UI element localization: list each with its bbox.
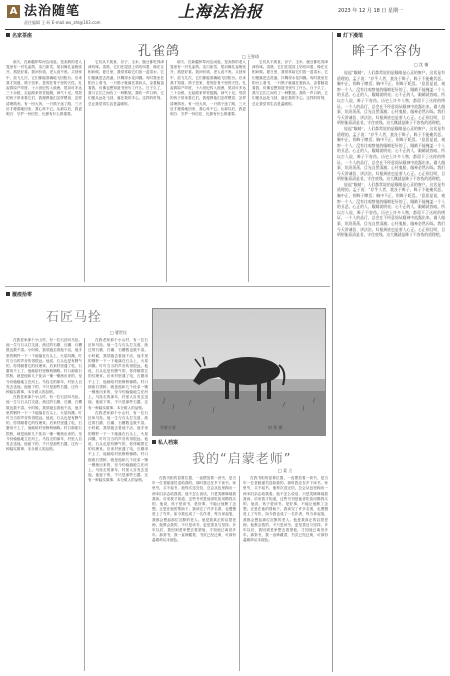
section-divider [5,286,330,287]
right-section-tag: 灯下漫笔 [337,33,363,39]
col1-section-tag: 名家茶座 [6,33,32,39]
essay3-body: 在我书柜的显要位置，一直摆放着一套书，是当年一位老邮递员送给我的。那时我还在乡下读书，家里穷，买不起书，他每次送完信，总会从包里掏出一两本旧杂志给我看。他不怎么说话，只是笑眯眯地看我读。后来我才知道，这些书刊是他省吃俭用攒钱买的，他说，孩子爱读书，是好事，不能让他断了念想。正是在他的帮助下，我读完了许多名著，也慢慢爱上了写作。如今我也成了一名作者，每当拿起笔，我都会想起那位沉默的老人。他是我真正的启蒙老师，他教会我的，不只是读书，更是善良与坚持。多年以后，我回到老家想去看望他，才知他已离世多年。那套书，我一直珍藏着，书页已经泛黄，可那份温暖却从未褪色。 [152,476,236,543]
essay3-section-tag: 私人档案 [152,440,178,446]
divider [166,60,167,282]
col1-body-2: 它们从不挑食，谷子、玉米、豌豆都吃得津津有味。清晨，它们在屋顶上咕咕叫着，像在互相问候。夏日里，我常常给它们放一盆清水，它们便跳进去洗澡，扑腾得水花四溅。有时我坐在阳台上看书，一只鸽子就落在我肩头，歪着脑袋看我，仿佛也想知道书里写了什么。日子久了，我与它们之间有了一种默契。我吹一声口哨，它们便从远处飞回，落在我的手心。这样的时刻，总让我觉得生活是温暖的。 [88,60,164,106]
essay2-title: 石匠马拴 [46,310,103,325]
essay2-author: □ 曹世民 [110,330,128,335]
divider [248,60,249,282]
right-title: 眸子不容伪 [352,44,423,59]
cow-grazing-photo [153,309,325,435]
col1-body-3: 那天，在新疆伊犁河边闲逛，见卖鸽的老人笼里有一对孔雀鸽，洁白如雪，尾羽像孔雀般张开，煞是好看。我问价钱，老人说不贵。买回家中，放飞几次，它们都能准确地飞回阳台。后来我才知道，鸽子恋家，是刻在骨子里的天性。孔雀鸽原产印度，十六世纪传入欧洲，尾羽可多达三十余根，走起路来昂首挺胸，神气十足。邻居的孩子常来看它们，我便教他们怎样喂食、怎样清理鸽舍。有一回大风，一只鸽子迷了路，三天后才瘦弱地回来，我心疼不已。从那以后，我更明白：守护一份信任，比拥有什么都重要。 [170,60,246,117]
page-letter-badge: A [7,5,20,18]
essay2-section-tag: 履痕拾零 [6,292,32,298]
photo-credit: 何 伟 摄 [268,425,283,430]
section-title: 法治随笔 [24,4,81,19]
photo-caption: 乡野小景 [160,425,176,430]
right-column-divider [332,32,333,672]
essay3-body-2: 在我书柜的显要位置，一直摆放着一套书，是当年一位老邮递员送给我的。那时我还在乡下读书，家里穷，买不起书，他每次送完信，总会从包里掏出一两本旧杂志给我看。他不怎么说话，只是笑眯眯地看我读。后来我才知道，这些书刊是他省吃俭用攒钱买的，他说，孩子爱读书，是好事，不能让他断了念想。正是在他的帮助下，我读完了许多名著，也慢慢爱上了写作。如今我也成了一名作者，每当拿起笔，我都会想起那位沉默的老人。他是我真正的启蒙老师，他教会我的，不只是读书，更是善良与坚持。多年以后，我回到老家想去看望他，才知他已离世多年。那套书，我一直珍藏着，书页已经泛黄，可那份温暖却从未褪色。 [243,476,328,543]
right-author: □ 沈 楠 [414,62,429,67]
divider [84,338,85,671]
col1-author: □ 王智琦 [242,54,260,59]
right-body: 说起“眼睛”，人们都常说的是眼睛是心灵的窗户。这话是有道理的。孟子说：“存乎人者，莫良于眸子。眸子不能掩其恶。胸中正，则眸子瞭焉；胸中不正，则眸子眊焉。”意思是说，观察一个人，没有比观察他的眼睛更好的了。眼睛不能掩盖一个人的丑恶。心正的人，眼睛就明亮；心不正的人，眼睛就昏暗。所以古人说，眸子不容伪。历史上许多人物，都留下了这样的例证。一个人的品行，总会在不经意间从眼神中流露出来。做人做事，坦坦荡荡，目光自然清澈；心怀鬼胎，眼神必然闪烁。我们今天讲诚信、讲法治，归根到底也是要人心正。心正则目明，目明则能看清是非，守住底线。这大概就是眸子不容伪的道理吧。 说起“眼睛”，人们都常说的是眼睛是心灵的窗户。这话是有道理的。孟子说：“存乎人者，莫良于眸子。眸子不能掩其恶。胸中正，则眸子瞭焉；胸中不正，则眸子眊焉。”意思是说，观察一个人，没有比观察他的眼睛更好的了。眼睛不能掩盖一个人的丑恶。心正的人，眼睛就明亮；心不正的人，眼睛就昏暗。所以古人说，眸子不容伪。历史上许多人物，都留下了这样的例证。一个人的品行，总会在不经意间从眼神中流露出来。做人做事，坦坦荡荡，目光自然清澈；心怀鬼胎，眼神必然闪烁。我们今天讲诚信、讲法治，归根到底也是要人心正。心正则目明，目明则能看清是非，守住底线。这大概就是眸子不容伪的道理吧。 说起“眼睛”，人们都常说的是眼睛是心灵的窗户。这话是有道理的。孟子说：“存乎人者，莫良于眸子。眸子不能掩其恶。胸中正，则眸子瞭焉；胸中不正，则眸子眊焉。”意思是说，观察一个人，没有比观察他的眼睛更好的了。眼睛不能掩盖一个人的丑恶。心正的人，眼睛就明亮；心不正的人，眼睛就昏暗。所以古人说，眸子不容伪。历史上许多人物，都留下了这样的例证。一个人的品行，总会在不经意间从眼神中流露出来。做人做事，坦坦荡荡，目光自然清澈；心怀鬼胎，眼神必然闪烁。我们今天讲诚信、讲法治，归根到底也是要人心正。心正则目明，目明则能看清是非，守住底线。这大概就是眸子不容伪的道理吧。 [337,70,445,238]
divider [84,60,85,282]
issue-date: 2023 年 12 月 18 日 星期一 [338,8,403,14]
header-rule [5,29,445,30]
essay2-body: 在我老家那个小山村，有一位石匠叫马拴。他一生与石头打交道，凿过的石磨、石碾、石槽数也数不清。小时候，我常跑去看他干活，他手里的钢钎一下一下地落在石头上，火星四溅，叮叮当当的声音传得很远。他说，石头也是有脾气的，你得顺着它的纹理来。后来村里通了电，石磨用不上了，他就给村里修桥铺路。村口那座石拱桥，就是他和几个徒弟一锤一锤凿出来的，至今仍稳稳地立在河上。马拴走的那年，村里人自发去送他。他留下的，不只是那些石器，还有一种踏实做事、本分做人的品格。 在我老家那个小山村，有一位石匠叫马拴。他一生与石头打交道，凿过的石磨、石碾、石槽数也数不清。小时候，我常跑去看他干活，他手里的钢钎一下一下地落在石头上，火星四溅，叮叮当当的声音传得很远。他说，石头也是有脾气的，你得顺着它的纹理来。后来村里通了电，石磨用不上了，他就给村里修桥铺路。村口那座石拱桥，就是他和几个徒弟一锤一锤凿出来的，至今仍稳稳地立在河上。马拴走的那年，村里人自发去送他。他留下的，不只是那些石器，还有一种踏实做事、本分做人的品格。 [6,338,82,452]
newspaper-logo: 上海法治报 [178,2,264,21]
essay3-title: 我的“启蒙老师” [192,452,292,467]
essay3-author: □ 姜 立 [278,468,293,473]
col1-title: 孔雀鸽 [138,44,181,59]
photo [152,308,326,436]
divider [239,476,240,671]
col1-body-4: 它们从不挑食，谷子、玉米、豌豆都吃得津津有味。清晨，它们在屋顶上咕咕叫着，像在互相问候。夏日里，我常常给它们放一盆清水，它们便跳进去洗澡，扑腾得水花四溅。有时我坐在阳台上看书，一只鸽子就落在我肩头，歪着脑袋看我，仿佛也想知道书里写了什么。日子久了，我与它们之间有了一种默契。我吹一声口哨，它们便从远处飞回，落在我的手心。这样的时刻，总让我觉得生活是温暖的。 [252,60,328,106]
editor-line: 责任编辑 王 昕 E-mail:wx_zhl@163.com [24,20,101,25]
col1-body: 那天，在新疆伊犁河边闲逛，见卖鸽的老人笼里有一对孔雀鸽，洁白如雪，尾羽像孔雀般张开，煞是好看。我问价钱，老人说不贵。买回家中，放飞几次，它们都能准确地飞回阳台。后来我才知道，鸽子恋家，是刻在骨子里的天性。孔雀鸽原产印度，十六世纪传入欧洲，尾羽可多达三十余根，走起路来昂首挺胸，神气十足。邻居的孩子常来看它们，我便教他们怎样喂食、怎样清理鸽舍。有一回大风，一只鸽子迷了路，三天后才瘦弱地回来，我心疼不已。从那以后，我更明白：守护一份信任，比拥有什么都重要。 [6,60,82,117]
essay2-body-2: 在我老家那个小山村，有一位石匠叫马拴。他一生与石头打交道，凿过的石磨、石碾、石槽数也数不清。小时候，我常跑去看他干活，他手里的钢钎一下一下地落在石头上，火星四溅，叮叮当当的声音传得很远。他说，石头也是有脾气的，你得顺着它的纹理来。后来村里通了电，石磨用不上了，他就给村里修桥铺路。村口那座石拱桥，就是他和几个徒弟一锤一锤凿出来的，至今仍稳稳地立在河上。马拴走的那年，村里人自发去送他。他留下的，不只是那些石器，还有一种踏实做事、本分做人的品格。 在我老家那个小山村，有一位石匠叫马拴。他一生与石头打交道，凿过的石磨、石碾、石槽数也数不清。小时候，我常跑去看他干活，他手里的钢钎一下一下地落在石头上，火星四溅，叮叮当当的声音传得很远。他说，石头也是有脾气的，你得顺着它的纹理来。后来村里通了电，石磨用不上了，他就给村里修桥铺路。村口那座石拱桥，就是他和几个徒弟一锤一锤凿出来的，至今仍稳稳地立在河上。马拴走的那年，村里人自发去送他。他留下的，不只是那些石器，还有一种踏实做事、本分做人的品格。 [88,338,148,483]
